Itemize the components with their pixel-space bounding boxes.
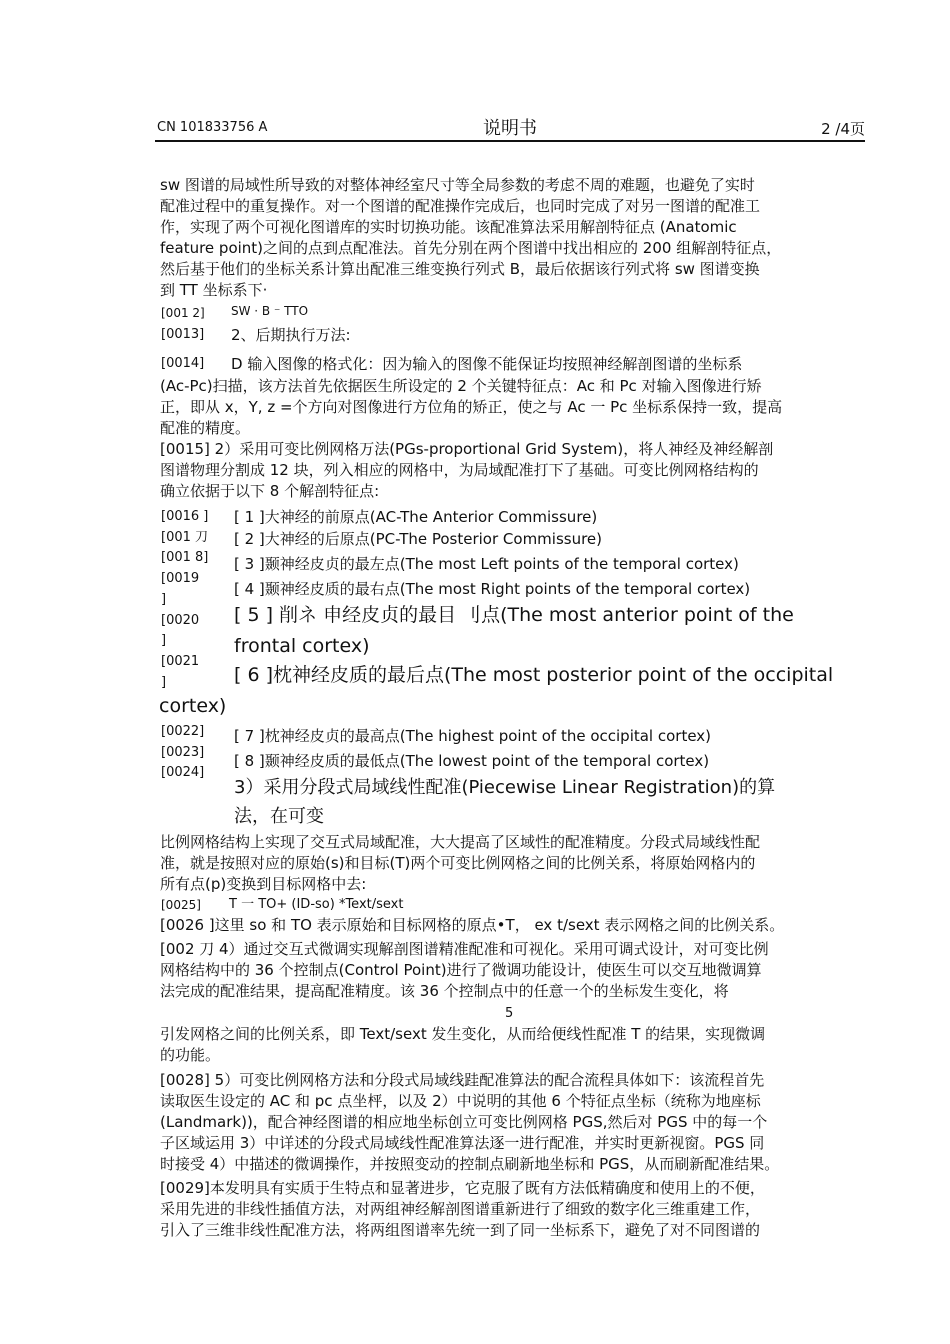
page-header <box>155 110 865 142</box>
text-line: 到 TT 坐标系下· <box>160 281 268 299</box>
text-line: 3）采用分段式局域线性配准(Piecewise Linear Registration)的算 <box>234 777 776 798</box>
text-line: sw 图谱的局域性所导致的对整体神经室尺寸等全局参数的考虑不周的难题，也避免了实时 <box>160 176 755 194</box>
text-line: [0028] 5）可变比例网格方法和分段式局域线跬配准算法的配合流程具体如下：该流程首先 <box>160 1071 765 1089</box>
feature-point-1: [ 1 ]大神经的前原点(AC-The Anterior Commissure) <box>234 508 598 526</box>
feature-point-6: [ 6 ]枕神经皮质的最后点(The most posterior point of the occipital <box>234 664 834 686</box>
text-line: 法完成的配准结果，提高配准精度。该 36 个控制点中的任意一个的坐标发生变化，将 <box>160 982 729 1000</box>
feature-point-2: [ 2 ]大神经的后原点(PC-The Posterior Commissure) <box>234 530 603 548</box>
paragraph-tag: [0025] <box>161 898 201 912</box>
text-line: 引发网格之间的比例关系，即 Text/sext 发生变化，从而给便线性配准 T 的结果，实现微调 <box>160 1025 766 1043</box>
text-line: [002 刀 4）通过交互式微调实现解剖图谱精准配准和可视化。采用可调式设计，对可变比例 <box>160 940 769 958</box>
paragraph-tag: [001 2] <box>161 306 205 320</box>
page-number: 5 <box>505 1006 514 1021</box>
paragraph-tag: [0022] <box>161 724 205 739</box>
paragraph-tag: [0024] <box>161 765 205 780</box>
paragraph-tag: [001 8] <box>161 550 209 565</box>
feature-point-5-cont: frontal cortex) <box>234 635 370 657</box>
text-line: 确立依据于以下 8 个解剖特征点: <box>160 482 380 500</box>
formula: T 一 TO+ (ID-so) *Text/sext <box>229 897 404 912</box>
paragraph-tag: [0013] <box>161 327 205 342</box>
header-rule <box>155 140 865 142</box>
text-line: 配准过程中的重复操作。对一个图谱的配准操作完成后，也同时完成了对另一图谱的配准工 <box>160 197 761 215</box>
doc-title: 说明书 <box>483 118 537 139</box>
text-line: (Landmark))，配合神经图谱的相应地坐标创立可变比例网格 PGS,然后对 PGS 中的每一个 <box>160 1113 768 1131</box>
paragraph-tag: [0016 ] <box>161 509 209 524</box>
page-indicator: 2 /4页 <box>821 120 865 138</box>
formula: SW · B ⁻ TTO <box>231 304 309 318</box>
text-line: 采用先进的非线性插值方法，对两组神经解剖图谱重新进行了细致的数字化三维重建工作， <box>160 1200 761 1218</box>
text-line: 引入了三维非线性配准方法，将两组图谱率先统一到了同一坐标系下，避免了对不同图谱的 <box>160 1221 761 1239</box>
paragraph-tag: [001 刀 <box>161 530 209 545</box>
paragraph-tag: [0019 <box>161 571 200 586</box>
text-line: 正，即从 x，Y, z =个方向对图像进行方位角的矫正，使之与 Ac 一 Pc 坐标系保持一致，提高 <box>160 398 783 416</box>
paragraph-tag: [0014] <box>161 356 205 371</box>
text-line: 然后基于他们的坐标关系计算出配准三维变换行列式 B，最后依据该行列式将 sw 图谱变换 <box>160 260 760 278</box>
paragraph-tag: ] <box>161 592 167 607</box>
text-line: (Ac-Pc)扫描，该方法首先依据医生所设定的 2 个关键特征点：Ac 和 Pc 对输入图像进行矫 <box>160 377 762 395</box>
feature-point-8: [ 8 ]颞神经皮质的最低点(The lowest point of the temporal cortex) <box>234 752 710 770</box>
paragraph-tag: ] <box>161 633 167 648</box>
paragraph-tag: ] <box>161 675 167 690</box>
doc-number: CN 101833756 A <box>157 120 268 135</box>
text-line: 子区域运用 3）中详述的分段式局域线性配准算法逐一进行配准，并实时更新视窗。PGS 同 <box>160 1134 765 1152</box>
feature-point-5: [ 5 ] 削ネ 申经皮贞的最目 刂点(The most anterior point of the <box>234 604 794 626</box>
paragraph-tag: [0020 <box>161 613 200 628</box>
text-line: 准，就是按照对应的原始(s)和目标(T)两个可变比例网格之间的比例关系，将原始网格内的 <box>160 854 756 872</box>
text-line: 读取医生设定的 AC 和 pc 点坐枰，以及 2）中说明的其他 6 个特征点坐标（统称为地座标 <box>160 1092 761 1110</box>
feature-point-7: [ 7 ]枕神经皮贞的最高点(The highest point of the occipital cortex) <box>234 727 712 745</box>
text-line: D 输入图像的格式化：因为输入的图像不能保证均按照神经解剖图谱的坐标系 <box>231 355 743 373</box>
feature-point-6-cont: cortex) <box>159 695 227 717</box>
paragraph-tag: [0023] <box>161 745 205 760</box>
text-line: 的功能。 <box>160 1046 221 1064</box>
text-line: 配准的精度。 <box>160 419 251 437</box>
feature-point-4: [ 4 ]颞神经皮质的最右点(The most Right points of the temporal cortex) <box>234 580 751 598</box>
paragraph-tag: [0021 <box>161 654 200 669</box>
text-line: [0015] 2）采用可变比例网格万法(PGs-proportional Grid System)，将人神经及神经解剖 <box>160 440 774 458</box>
text-line: feature point)之间的点到点配准法。首先分别在两个图谱中找出相应的 200 组解剖特征点， <box>160 239 782 257</box>
text-line: [0026 ]这里 so 和 TO 表示原始和目标网格的原点•T， ex t/sext 表示网格之间的比例关系。 <box>160 916 785 934</box>
text-line: 作，实现了两个可视化图谱库的实时切换功能。该配准算法采用解剖特征点 (Anatomic <box>160 218 737 236</box>
feature-point-3: [ 3 ]颞神经皮贞的最左点(The most Left points of the temporal cortex) <box>234 555 739 573</box>
text-line: 法，在可变 <box>234 806 324 827</box>
text-line: 图谱物理分割成 12 块，列入相应的网格中，为局域配准打下了基础。可变比例网格结构的 <box>160 461 759 479</box>
text-line: 2、后期执行万法: <box>231 326 351 344</box>
text-line: 网格结构中的 36 个控制点(Control Point)进行了微调功能设计，使医生可以交互地微调算 <box>160 961 762 979</box>
text-line: [0029]本发明具有实质于生特点和显著进步，它克服了既有方法低精确度和使用上的不便， <box>160 1179 765 1197</box>
text-line: 时接受 4）中描述的微调操作，并按照变动的控制点刷新地坐标和 PGS，从而刷新配准结果。 <box>160 1155 780 1173</box>
text-line: 所有点(p)变换到目标网格中去: <box>160 875 367 893</box>
text-line: 比例网格结构上实现了交互式局域配准，大大提高了区域性的配准精度。分段式局域线性配 <box>160 833 761 851</box>
